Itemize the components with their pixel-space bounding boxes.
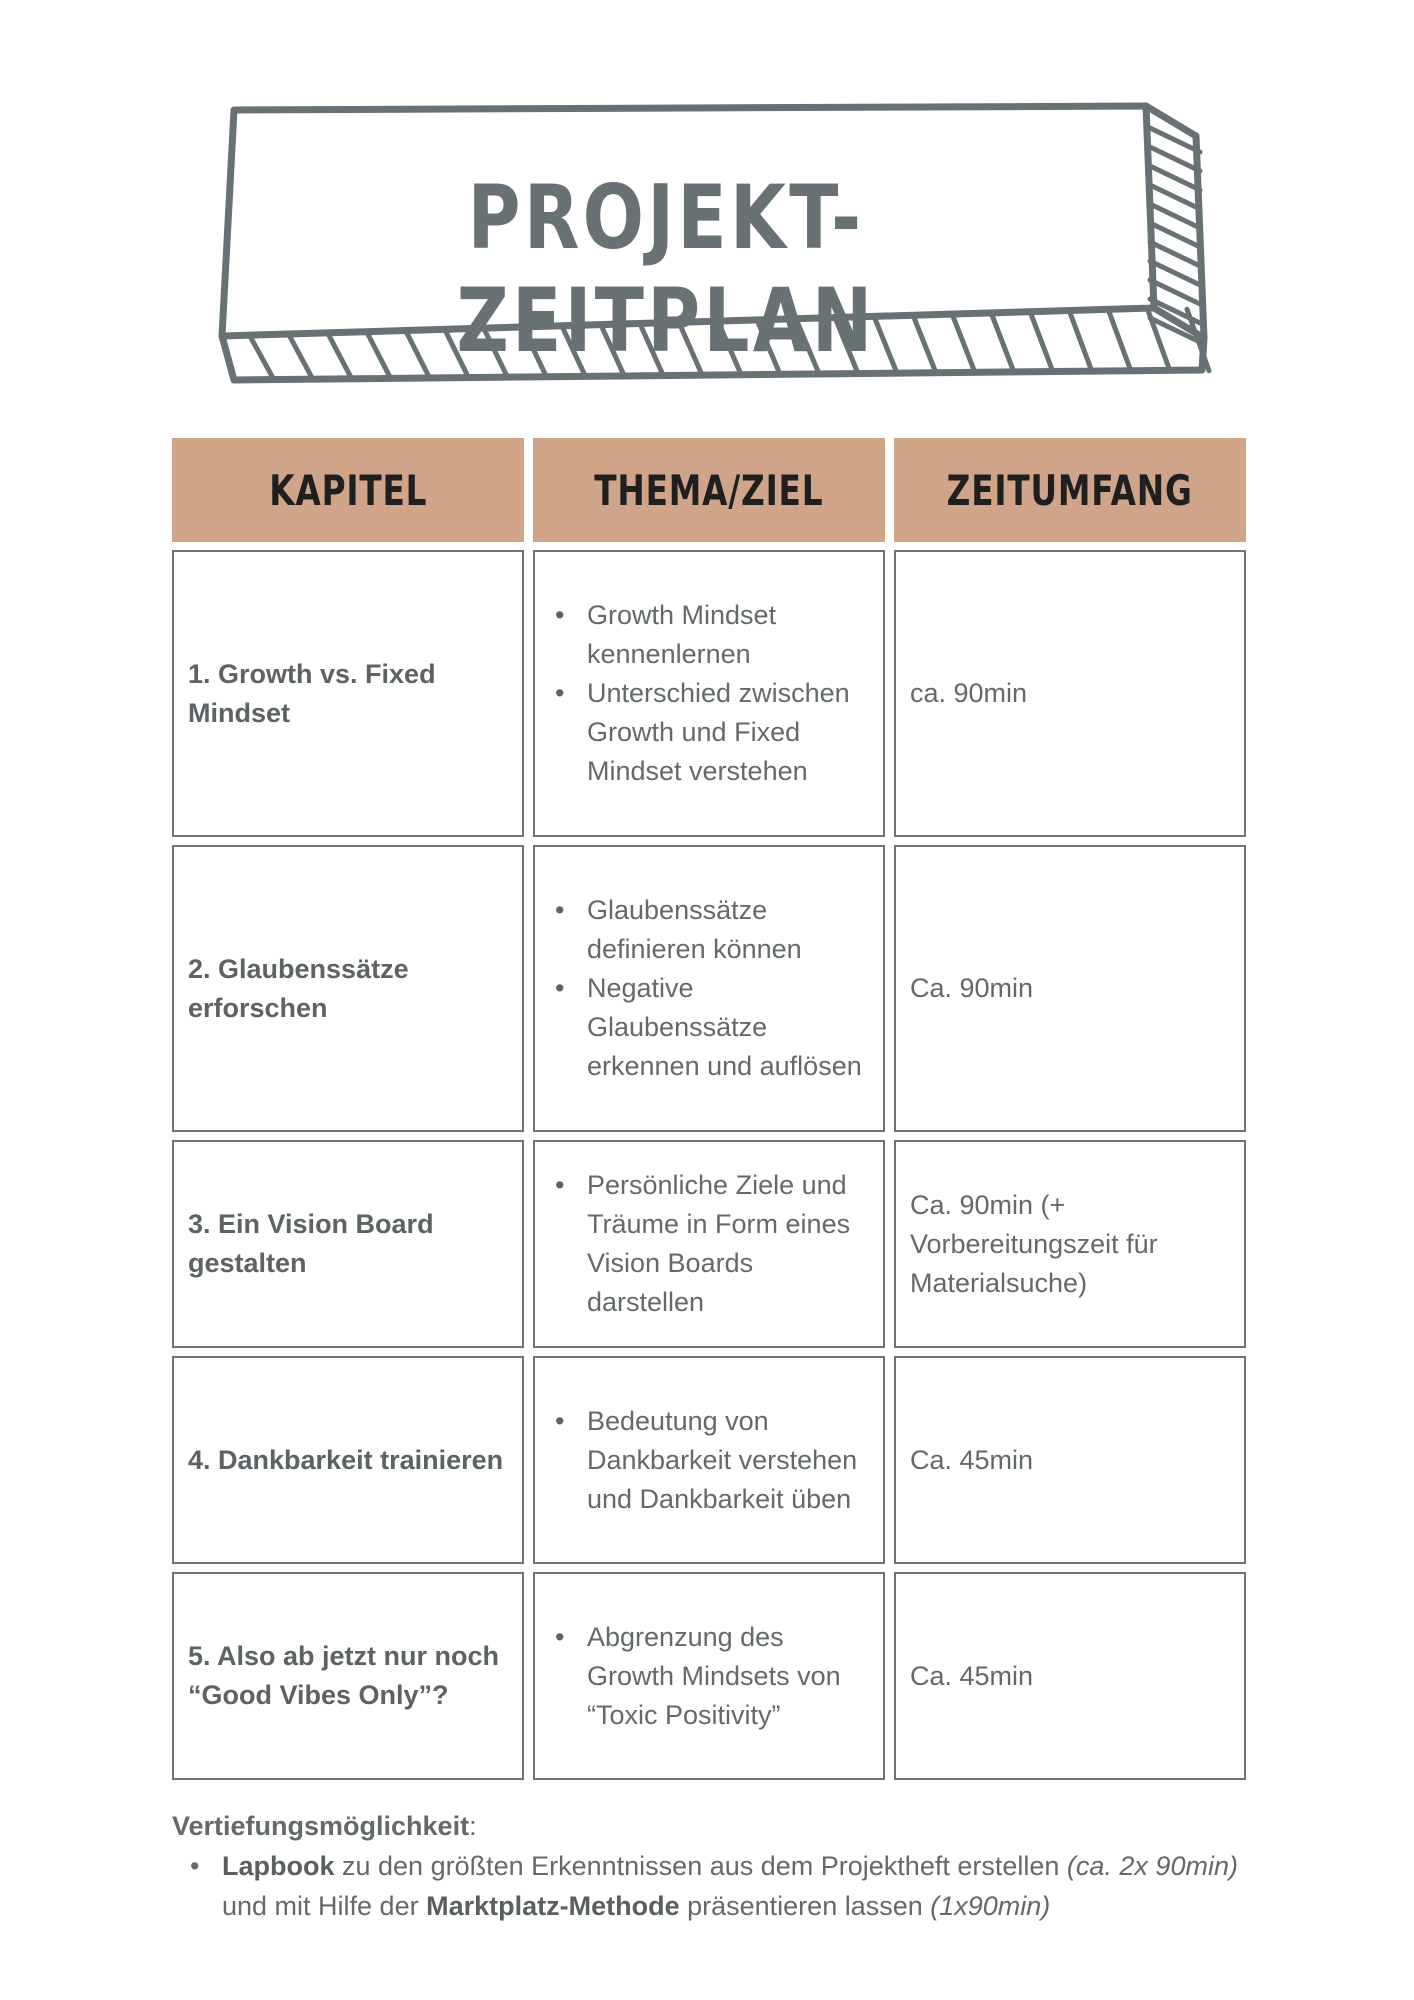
header-kapitel-label: KAPITEL (269, 465, 427, 515)
deepening-item: • Lapbook zu den größten Erkenntnissen aus dem Projektheft erstellen (ca. 2x 90min) und mit Hilfe der Marktplatz-Methode präsentieren lassen (1x90min) (172, 1846, 1252, 1926)
row-2-time: Ca. 90min (894, 845, 1246, 1132)
goal-item: • Glaubenssätze definieren können (573, 891, 869, 969)
title-banner (206, 98, 1216, 398)
row-5-goals (533, 1572, 885, 1780)
header-zeitumfang-label: ZEITUMFANG (947, 465, 1193, 515)
goal-list (549, 891, 869, 1086)
goal-list (549, 596, 869, 791)
deepening-section (172, 1806, 1252, 1926)
header-kapitel (172, 438, 524, 542)
row-4-chapter: 4. Dankbarkeit trainieren (172, 1356, 524, 1564)
row-2-goals (533, 845, 885, 1132)
row-4-time: Ca. 45min (894, 1356, 1246, 1564)
deepening-heading: Vertiefungsmöglichkeit: (172, 1811, 477, 1841)
row-3-chapter: 3. Ein Vision Board gestalten (172, 1140, 524, 1348)
goal-list (549, 1402, 869, 1519)
page-title: PROJEKT-ZEITPLAN (456, 166, 876, 372)
row-3-goals (533, 1140, 885, 1348)
row-5-chapter: 5. Also ab jetzt nur noch “Good Vibes Only”? (172, 1572, 524, 1780)
row-5-time: Ca. 45min (894, 1572, 1246, 1780)
goal-item: • Growth Mindset kennenlernen (573, 596, 869, 674)
header-thema-ziel (533, 438, 885, 542)
deepening-list (172, 1846, 1252, 1926)
row-3-time: Ca. 90min (+ Vorbereitungszeit für Materialsuche) (894, 1140, 1246, 1348)
goal-item: • Negative Glaubenssätze erkennen und auflösen (573, 969, 869, 1086)
header-zeitumfang (894, 438, 1246, 542)
row-4-goals (533, 1356, 885, 1564)
row-2-chapter: 2. Glaubenssätze erforschen (172, 845, 524, 1132)
header-thema-ziel-label: THEMA/ZIEL (594, 465, 824, 515)
goal-item: • Abgrenzung des Growth Mindsets von “Toxic Positivity” (573, 1618, 869, 1735)
goal-list (549, 1166, 869, 1322)
row-1-time: ca. 90min (894, 550, 1246, 837)
row-1-chapter: 1. Growth vs. Fixed Mindset (172, 550, 524, 837)
goal-item: • Bedeutung von Dankbarkeit verstehen und Dankbarkeit üben (573, 1402, 869, 1519)
row-1-goals (533, 550, 885, 837)
goal-list (549, 1618, 869, 1735)
goal-item: • Unterschied zwischen Growth und Fixed Mindset verstehen (573, 674, 869, 791)
goal-item: • Persönliche Ziele und Träume in Form eines Vision Boards darstellen (573, 1166, 869, 1322)
